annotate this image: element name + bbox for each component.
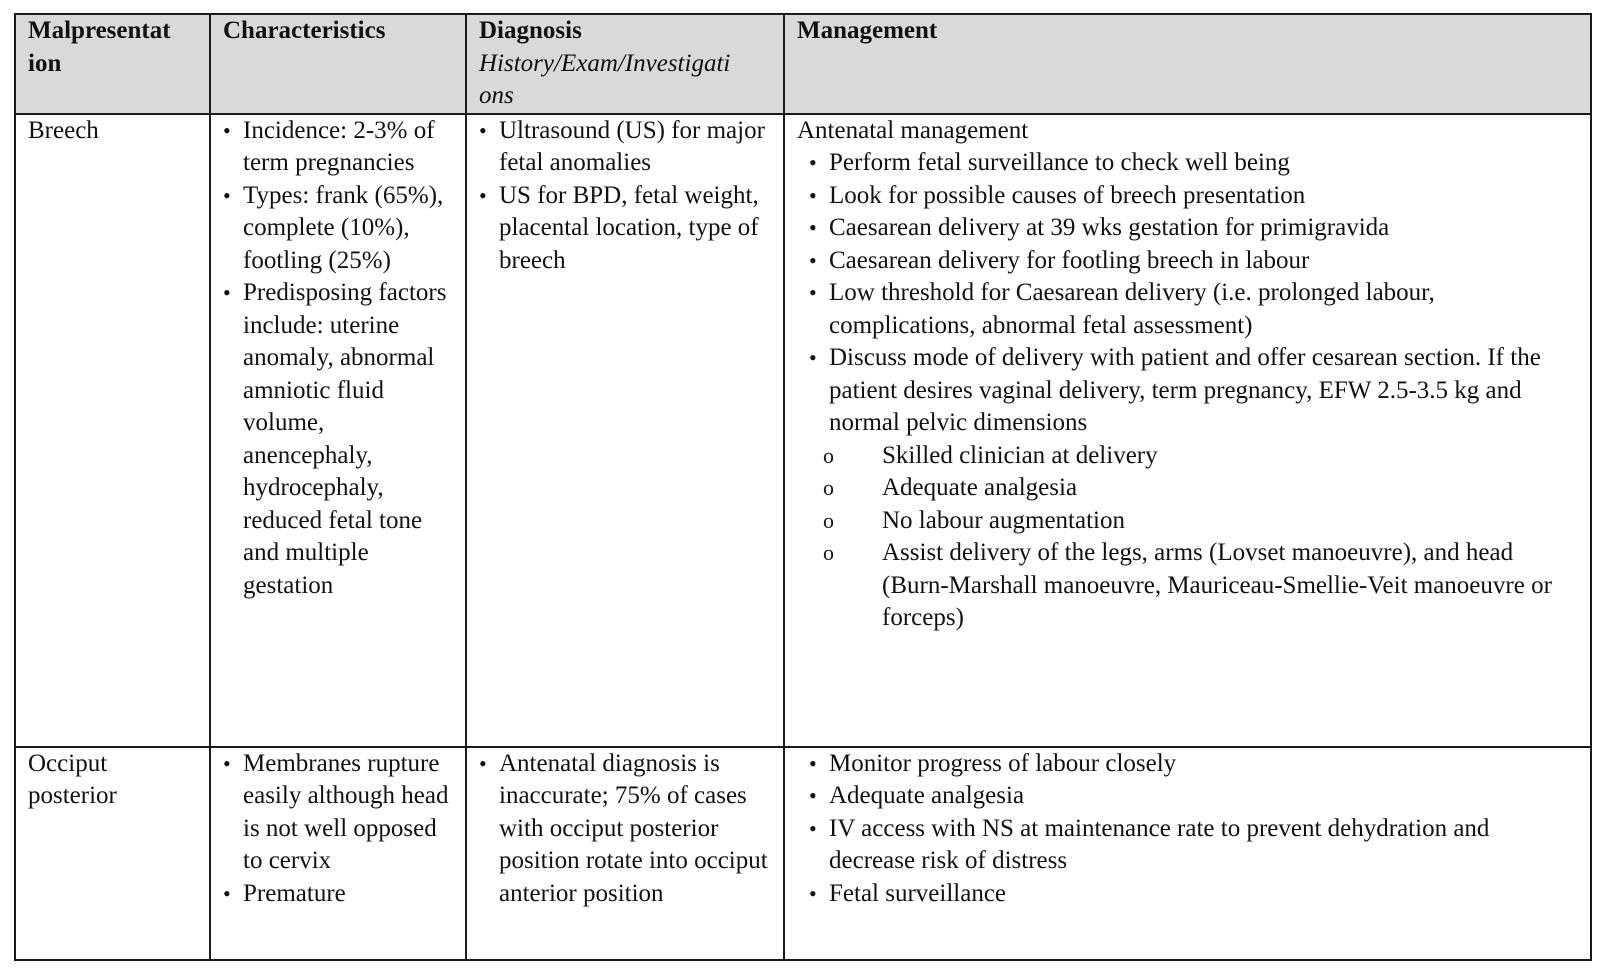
header-management: Management: [784, 14, 1591, 114]
header-characteristics: Characteristics: [210, 14, 466, 114]
list-item: • Caesarean delivery at 39 wks gestation for primigravida: [809, 212, 1578, 245]
list-item: • Caesarean delivery for footling breech in labour: [809, 245, 1578, 278]
sub-list-item: o Skilled clinician at delivery: [797, 440, 1578, 473]
occiput-management: [784, 747, 1591, 960]
occiput-characteristics: [210, 747, 466, 960]
header-diagnosis-subtitle: History/Exam/Investigati ons: [479, 49, 731, 109]
breech-management: [784, 114, 1591, 747]
sub-list-item: o Adequate analgesia: [797, 472, 1578, 505]
list-item: • IV access with NS at maintenance rate to prevent dehydration and decrease risk of distress: [809, 813, 1578, 878]
breech-characteristics: [210, 114, 466, 747]
list-item: • Antenatal diagnosis is inaccurate; 75% of cases with occiput posterior position rotate into occiput anterior position: [479, 748, 771, 911]
header-malpresentation: Malpresentat ion: [15, 14, 210, 114]
header-diagnosis: [466, 14, 784, 114]
management-heading: Antenatal management: [797, 116, 1029, 144]
list-item: • Predisposing factors include: uterine anomaly, abnormal amniotic fluid volume, anencephaly, hydrocephaly, reduced fetal tone and multiple gestation: [223, 277, 453, 602]
table-row-occiput-posterior: [15, 747, 1591, 960]
breech-name: Breech: [15, 114, 210, 747]
occiput-diagnosis: [466, 747, 784, 960]
list-item: • Perform fetal surveillance to check well being: [809, 147, 1578, 180]
table-row-breech: [15, 114, 1591, 747]
header-diagnosis-title: Diagnosis: [479, 17, 582, 44]
sub-list-item: o Assist delivery of the legs, arms (Lovset manoeuvre), and head (Burn-Marshall manoeuvre, Mauriceau-Smellie-Veit manoeuvre or forceps): [797, 537, 1578, 635]
list-item: • Adequate analgesia: [809, 780, 1578, 813]
malpresentation-table: [14, 13, 1592, 961]
list-item: • Low threshold for Caesarean delivery (i.e. prolonged labour, complications, abnormal fetal assessment): [809, 277, 1578, 342]
sub-list-item: o No labour augmentation: [797, 505, 1578, 538]
list-item: • Ultrasound (US) for major fetal anomalies: [479, 115, 771, 180]
list-item: • Incidence: 2-3% of term pregnancies: [223, 115, 453, 180]
breech-diagnosis: [466, 114, 784, 747]
list-item: • Types: frank (65%), complete (10%), footling (25%): [223, 180, 453, 278]
list-item: • US for BPD, fetal weight, placental location, type of breech: [479, 180, 771, 278]
list-item: • Discuss mode of delivery with patient and offer cesarean section. If the patient desires vaginal delivery, term pregnancy, EFW 2.5-3.5 kg and normal pelvic dimensions: [809, 342, 1578, 440]
header-row: [15, 14, 1591, 114]
list-item: • Membranes rupture easily although head is not well opposed to cervix: [223, 748, 453, 878]
list-item: • Fetal surveillance: [809, 878, 1578, 911]
occiput-name: Occiput posterior: [15, 747, 210, 960]
list-item: • Look for possible causes of breech presentation: [809, 180, 1578, 213]
list-item: • Monitor progress of labour closely: [809, 748, 1578, 781]
list-item: • Premature: [223, 878, 453, 911]
